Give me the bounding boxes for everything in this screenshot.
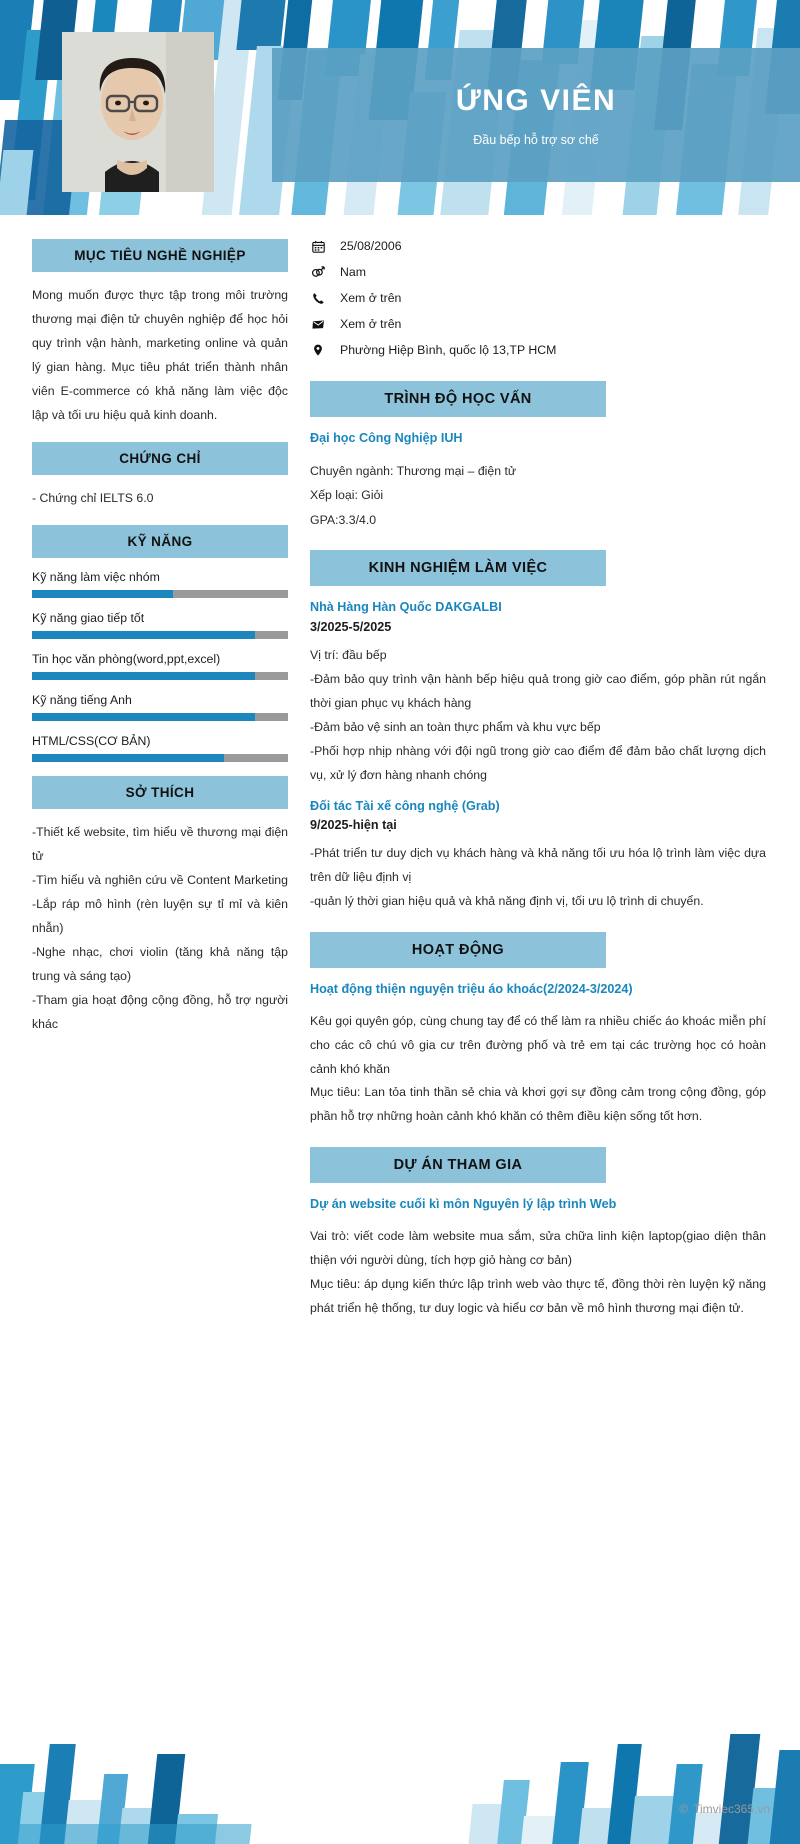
skill-label: Kỹ năng tiếng Anh	[32, 692, 132, 707]
activity-line: Mục tiêu: Lan tỏa tinh thần sẻ chia và khơi gợi sự đồng cảm trong cộng đồng, góp phần hỗ trợ những hoàn cảnh khó khăn có thêm điều kiện sống tốt hơn.	[310, 1085, 766, 1124]
footer-branding	[679, 1802, 770, 1816]
candidate-photo	[62, 32, 214, 192]
project-entry	[308, 1195, 766, 1320]
skill-progress-track	[32, 590, 288, 598]
contact-row-phone	[310, 285, 766, 311]
section-title-education: TRÌNH ĐỘ HỌC VẤN	[310, 381, 606, 417]
content-columns	[0, 215, 800, 1321]
contact-value: 25/08/2006	[340, 239, 402, 253]
education-line: GPA:3.3/4.0	[310, 512, 377, 527]
experience-date: 9/2025-hiện tại	[310, 818, 397, 833]
section-title-hobbies: SỞ THÍCH	[32, 776, 288, 809]
experience-company: Nhà Hàng Hàn Quốc DAKGALBI	[310, 600, 502, 615]
contact-list	[308, 233, 766, 363]
skill-item	[32, 652, 288, 680]
skill-item	[32, 611, 288, 639]
header-content	[272, 48, 800, 182]
hobby-line: -Thiết kế website, tìm hiểu về thương mại điện tử	[32, 824, 288, 863]
experience-line: -Phối hợp nhịp nhàng với đội ngũ trong giờ cao điểm để đảm bảo chất lượng dịch vụ, xử lý đơn hàng nhanh chóng	[310, 743, 766, 782]
brand-label: Timviec365.vn	[693, 1802, 770, 1816]
activity-entry	[308, 980, 766, 1129]
project-name: Dự án website cuối kì môn Nguyên lý lập trình Web	[310, 1197, 617, 1212]
skill-item	[32, 734, 288, 762]
section-title-activities: HOẠT ĐỘNG	[310, 932, 606, 968]
contact-row-address	[310, 337, 766, 363]
experience-line: -Đảm bảo quy trình vận hành bếp hiệu quả trong giờ cao điểm, góp phần rút ngắn thời gian phục vụ khách hàng	[310, 671, 766, 710]
education-school: Đại học Công Nghiệp IUH	[310, 431, 463, 445]
contact-value: Phường Hiệp Bình, quốc lộ 13,TP HCM	[340, 343, 557, 357]
hobby-line: -Tham gia hoạt động cộng đồng, hỗ trợ người khác	[32, 992, 288, 1031]
skill-label: Kỹ năng làm việc nhóm	[32, 569, 160, 584]
skill-progress-fill	[32, 713, 255, 721]
phone-icon	[310, 292, 326, 305]
skill-item	[32, 693, 288, 721]
activity-line: Kêu gọi quyên góp, cùng chung tay để có thể làm ra nhiều chiếc áo khoác miễn phí cho các cô chú vô gia cư trên đường phố và trẻ em tại các trường học có hoàn cảnh khó khăn	[310, 1013, 766, 1076]
hobby-line: -Nghe nhạc, chơi violin (tăng khả năng tập trung và sáng tạo)	[32, 944, 288, 983]
experience-company: Đối tác Tài xế công nghệ (Grab)	[310, 798, 500, 813]
education-line: Xếp loại: Giỏi	[310, 488, 384, 503]
skill-progress-fill	[32, 754, 224, 762]
contact-value: Xem ở trên	[340, 291, 402, 305]
contact-row-gender	[310, 259, 766, 285]
project-line: Vai trò: viết code làm website mua sắm, sửa chữa linh kiện laptop(giao diện thân thiện với người dùng, tích hợp giỏ hàng cơ bản)	[310, 1228, 766, 1267]
skill-progress-fill	[32, 631, 255, 639]
left-column	[0, 215, 300, 1037]
background-mosaic-bottom	[0, 1704, 800, 1844]
section-title-objective: MỤC TIÊU NGHỀ NGHIỆP	[32, 239, 288, 272]
skill-progress-track	[32, 672, 288, 680]
certificate-text: - Chứng chỉ IELTS 6.0	[32, 490, 154, 505]
experience-line: -quản lý thời gian hiệu quả và khả năng định vị, tối ưu lộ trình di chuyển.	[310, 894, 704, 909]
right-column	[300, 215, 800, 1321]
experience-line: -Phát triển tư duy dịch vụ khách hàng và khả năng tối ưu hóa lộ trình làm việc dựa trên dữ liệu định vị	[310, 846, 766, 885]
skill-progress-track	[32, 754, 288, 762]
skill-progress-fill	[32, 672, 255, 680]
skill-progress-track	[32, 713, 288, 721]
skill-label: HTML/CSS(CƠ BẢN)	[32, 733, 151, 748]
experience-entry	[308, 797, 766, 914]
skills-list	[32, 570, 288, 762]
skill-label: Kỹ năng giao tiếp tốt	[32, 610, 145, 625]
copyright-icon: ©	[679, 1802, 689, 1816]
experience-entry	[308, 598, 766, 787]
candidate-role: Đầu bếp hỗ trợ sơ chế	[473, 133, 599, 147]
contact-value: Xem ở trên	[340, 317, 402, 331]
contact-row-birthdate	[310, 233, 766, 259]
section-title-projects: DỰ ÁN THAM GIA	[310, 1147, 606, 1183]
skill-label: Tin học văn phòng(word,ppt,excel)	[32, 651, 221, 666]
skill-progress-track	[32, 631, 288, 639]
skill-progress-fill	[32, 590, 173, 598]
education-line: Chuyên ngành: Thương mại – điện tử	[310, 463, 517, 478]
email-icon	[310, 318, 326, 331]
activity-name: Hoạt động thiện nguyện triệu áo khoác(2/2024-3/2024)	[310, 982, 633, 997]
hobbies-list	[32, 821, 288, 1037]
gender-icon	[310, 265, 326, 279]
calendar-icon	[310, 240, 326, 253]
hobby-line: -Tìm hiểu và nghiên cứu về Content Marketing -Lắp ráp mô hình (rèn luyện sự tỉ mỉ và kiên nhẫn)	[32, 872, 288, 935]
section-title-experience: KINH NGHIỆM LÀM VIỆC	[310, 550, 606, 586]
page-title: ỨNG VIÊN	[455, 84, 617, 117]
education-entry	[308, 429, 766, 532]
section-title-certificate: CHỨNG CHỈ	[32, 442, 288, 475]
experience-line: -Đảm bảo vệ sinh an toàn thực phẩm và khu vực bếp	[310, 719, 601, 734]
objective-text: Mong muốn được thực tập trong môi trường thương mại điện tử chuyên nghiệp để học hỏi quy trình vận hành, marketing online và quản lý gian hàng. Mục tiêu phát triển thành nhân viên E-commerce có khả năng làm việc độc lập và tối ưu hiệu quả kinh doanh.	[32, 288, 288, 422]
contact-value: Nam	[340, 265, 366, 279]
project-line: Mục tiêu: áp dụng kiến thức lập trình web vào thực tế, đồng thời rèn luyện kỹ năng phát triển hệ thống, tư duy logic và hiểu cơ bản về mô hình thương mại điện tử.	[310, 1276, 766, 1315]
experience-line: Vị trí: đầu bếp	[310, 647, 387, 662]
section-title-skills: KỸ NĂNG	[32, 525, 288, 558]
location-icon	[310, 343, 326, 357]
experience-date: 3/2025-5/2025	[310, 619, 392, 634]
contact-row-email	[310, 311, 766, 337]
skill-item	[32, 570, 288, 598]
